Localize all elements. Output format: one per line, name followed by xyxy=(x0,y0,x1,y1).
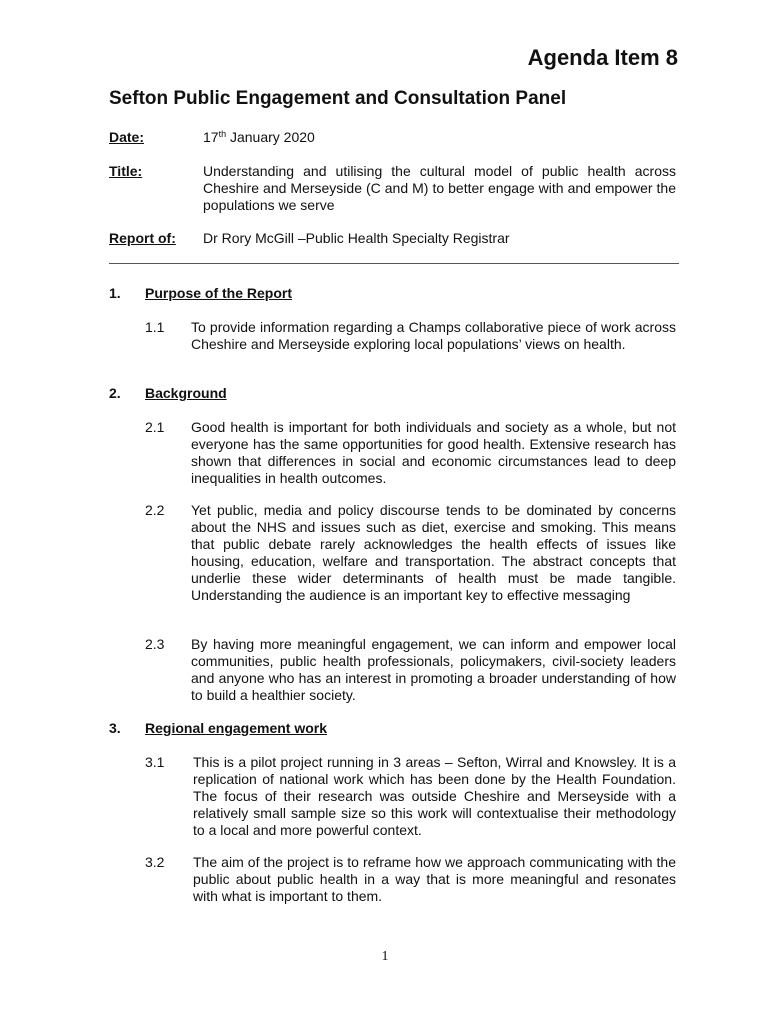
page-number: 1 xyxy=(381,949,389,964)
agenda-item-heading: Agenda Item 8 xyxy=(527,45,678,70)
paragraph-number: 2.2 xyxy=(145,502,165,518)
report-of-value: Dr Rory McGill –Public Health Specialty Registrar xyxy=(203,230,510,246)
section-heading-purpose: Purpose of the Report xyxy=(145,285,293,301)
paragraph-text: To provide information regarding a Champs collaborative piece of work across Cheshire and Merseyside exploring local populations’ views on health. xyxy=(191,319,676,352)
paragraph-number: 3.1 xyxy=(145,754,165,770)
date-day: 17 xyxy=(203,129,219,145)
date-value xyxy=(203,129,676,146)
divider-line xyxy=(109,263,679,264)
paragraph-number: 2.3 xyxy=(145,636,165,652)
paragraph-text: Yet public, media and policy discourse tends to be dominated by concerns about the NHS and issues such as diet, exercise and smoking. This means that public debate rarely acknowledges the health effects of issues like housing, education, welfare and transportation. The abstract concepts that underlie these wider determinants of health must be made tangible. Understanding the audience is an important key to effective messaging xyxy=(191,502,676,603)
section-number: 2. xyxy=(109,385,121,401)
panel-title: Sefton Public Engagement and Consultation Panel xyxy=(109,88,567,109)
date-label: Date: xyxy=(109,129,145,145)
paragraph-text: The aim of the project is to reframe how we approach communicating with the public about public health in a way that is more meaningful and resonates with what is important to them. xyxy=(193,854,676,904)
paragraph-number: 3.2 xyxy=(145,854,165,870)
paragraph-text: By having more meaningful engagement, we can inform and empower local communities, public health professionals, policymakers, civil-society leaders and anyone who has an interest in promoting a broader understanding of how to build a healthier society. xyxy=(191,636,676,703)
paragraph-number: 2.1 xyxy=(145,419,165,435)
section-heading-regional-engagement: Regional engagement work xyxy=(145,720,328,736)
report-of-label: Report of: xyxy=(109,230,176,246)
paragraph-text: This is a pilot project running in 3 areas – Sefton, Wirral and Knowsley. It is a replication of national work which has been done by the Health Foundation. The focus of their research was outside Cheshire and Merseyside with a relatively small sample size so this work will contextualise their methodology to a local and more powerful context. xyxy=(193,754,676,838)
paragraph-text: Good health is important for both individuals and society as a whole, but not everyone has the same opportunities for good health. Extensive research has shown that differences in social and economic circumstances lead to deep inequalities in health outcomes. xyxy=(191,419,676,486)
title-value: Understanding and utilising the cultural model of public health across Cheshire and Merseyside (C and M) to better engage with and empower the populations we serve xyxy=(203,163,676,213)
date-suffix: th xyxy=(218,129,227,139)
section-number: 1. xyxy=(109,285,121,301)
section-heading-background: Background xyxy=(145,385,227,401)
paragraph-number: 1.1 xyxy=(145,319,165,335)
section-number: 3. xyxy=(109,720,121,736)
date-rest: January 2020 xyxy=(226,129,315,145)
title-label: Title: xyxy=(109,163,143,179)
